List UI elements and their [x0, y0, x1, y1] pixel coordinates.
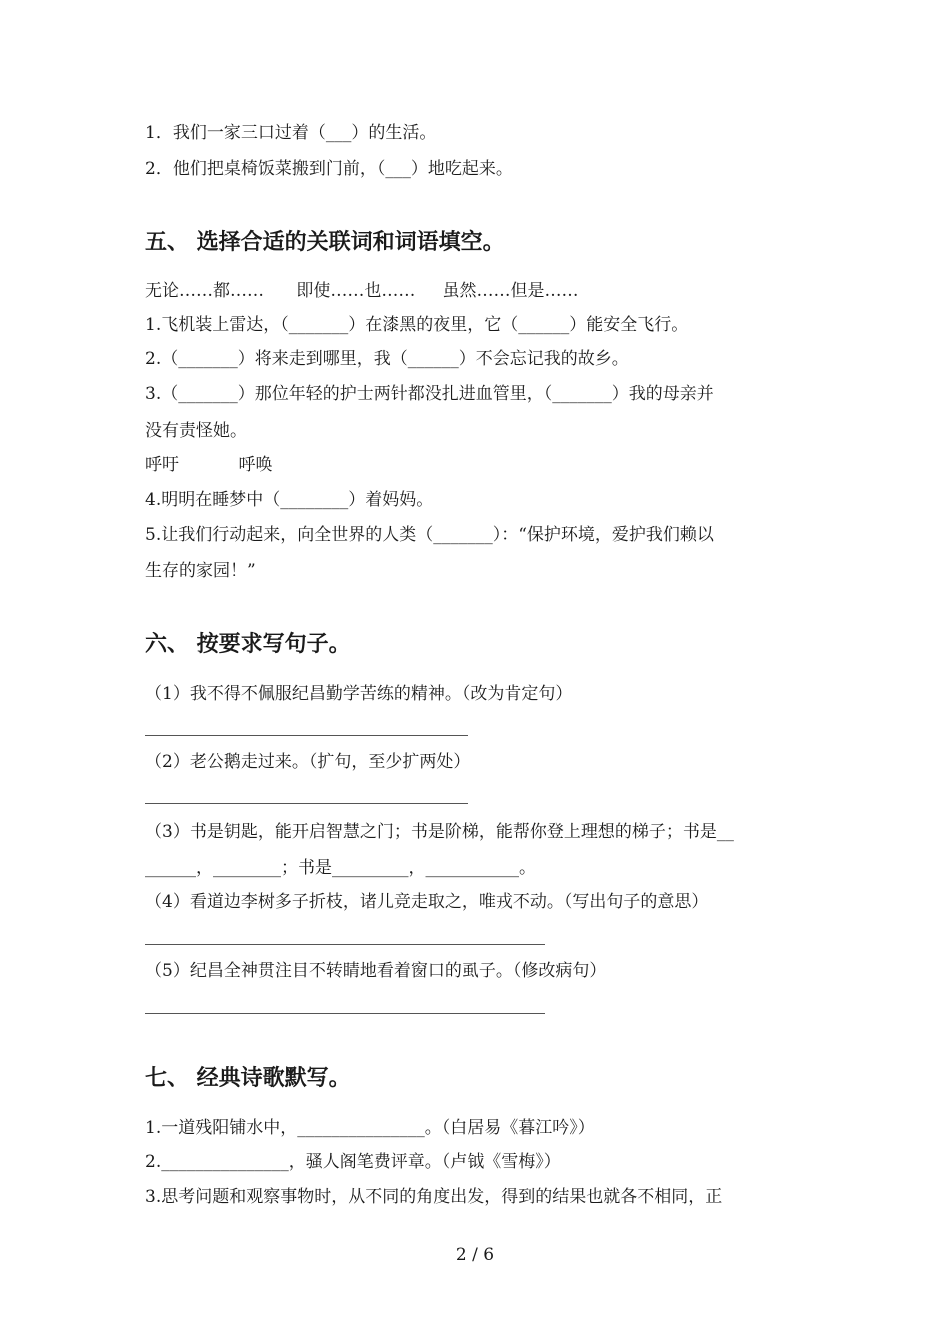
answer-line-5[interactable] — [145, 1013, 545, 1014]
s7-line-2: 2._______________，骚人阁笔费评章。（卢钺《雪梅》） — [145, 1152, 561, 1172]
s5-line-1: 1.飞机装上雷达，（_______）在漆黑的夜里，它（______）能安全飞行。 — [145, 315, 689, 335]
s6-q4: （4）看道边李树多子折枝，诸儿竞走取之，唯戎不动。（写出句子的意思） — [145, 892, 709, 912]
s5-line-4: 4.明明在睡梦中（________）着妈妈。 — [145, 490, 434, 510]
section-7-heading: 七、 经典诗歌默写。 — [145, 1065, 351, 1091]
conjunction-options: 无论……都…… 即使……也…… 虽然……但是…… — [145, 281, 579, 301]
q1: 1．我们一家三口过着（___）的生活。 — [145, 123, 437, 143]
answer-line-4[interactable] — [145, 944, 545, 945]
s5-line-5-cont: 生存的家园！” — [145, 561, 256, 581]
s6-q1: （1）我不得不佩服纪昌勤学苦练的精神。（改为肯定句） — [145, 684, 573, 704]
answer-line-2[interactable] — [145, 803, 468, 804]
word-options: 呼吁 呼唤 — [145, 455, 273, 475]
section-6-heading: 六、 按要求写句子。 — [145, 631, 351, 657]
q2: 2．他们把桌椅饭菜搬到门前，（___）地吃起来。 — [145, 159, 513, 179]
answer-line-1[interactable] — [145, 735, 468, 736]
s6-q2: （2）老公鹅走过来。（扩句，至少扩两处） — [145, 752, 471, 772]
s7-line-1: 1.一道残阳铺水中，_______________。（白居易《暮江吟》） — [145, 1118, 595, 1138]
s5-line-3-cont: 没有责怪她。 — [145, 421, 247, 441]
s6-q3-cont: ______，________；书是_________，___________。 — [145, 858, 536, 878]
s7-line-3: 3.思考问题和观察事物时，从不同的角度出发，得到的结果也就各不相同，正 — [145, 1187, 723, 1207]
s6-q3: （3）书是钥匙，能开启智慧之门；书是阶梯，能帮你登上理想的梯子；书是__ — [145, 822, 734, 842]
s6-q5: （5）纪昌全神贯注目不转睛地看着窗口的虱子。（修改病句） — [145, 961, 607, 981]
section-5-heading: 五、 选择合适的关联词和词语填空。 — [145, 229, 505, 255]
page-number: 2 / 6 — [455, 1245, 495, 1265]
s5-line-5: 5.让我们行动起来，向全世界的人类（_______）：“保护环境，爱护我们赖以 — [145, 525, 714, 545]
s5-line-2: 2.（_______）将来走到哪里，我（______）不会忘记我的故乡。 — [145, 349, 629, 369]
s5-line-3: 3.（_______）那位年轻的护士两针都没扎进血管里，（_______）我的母亲并 — [145, 384, 714, 404]
